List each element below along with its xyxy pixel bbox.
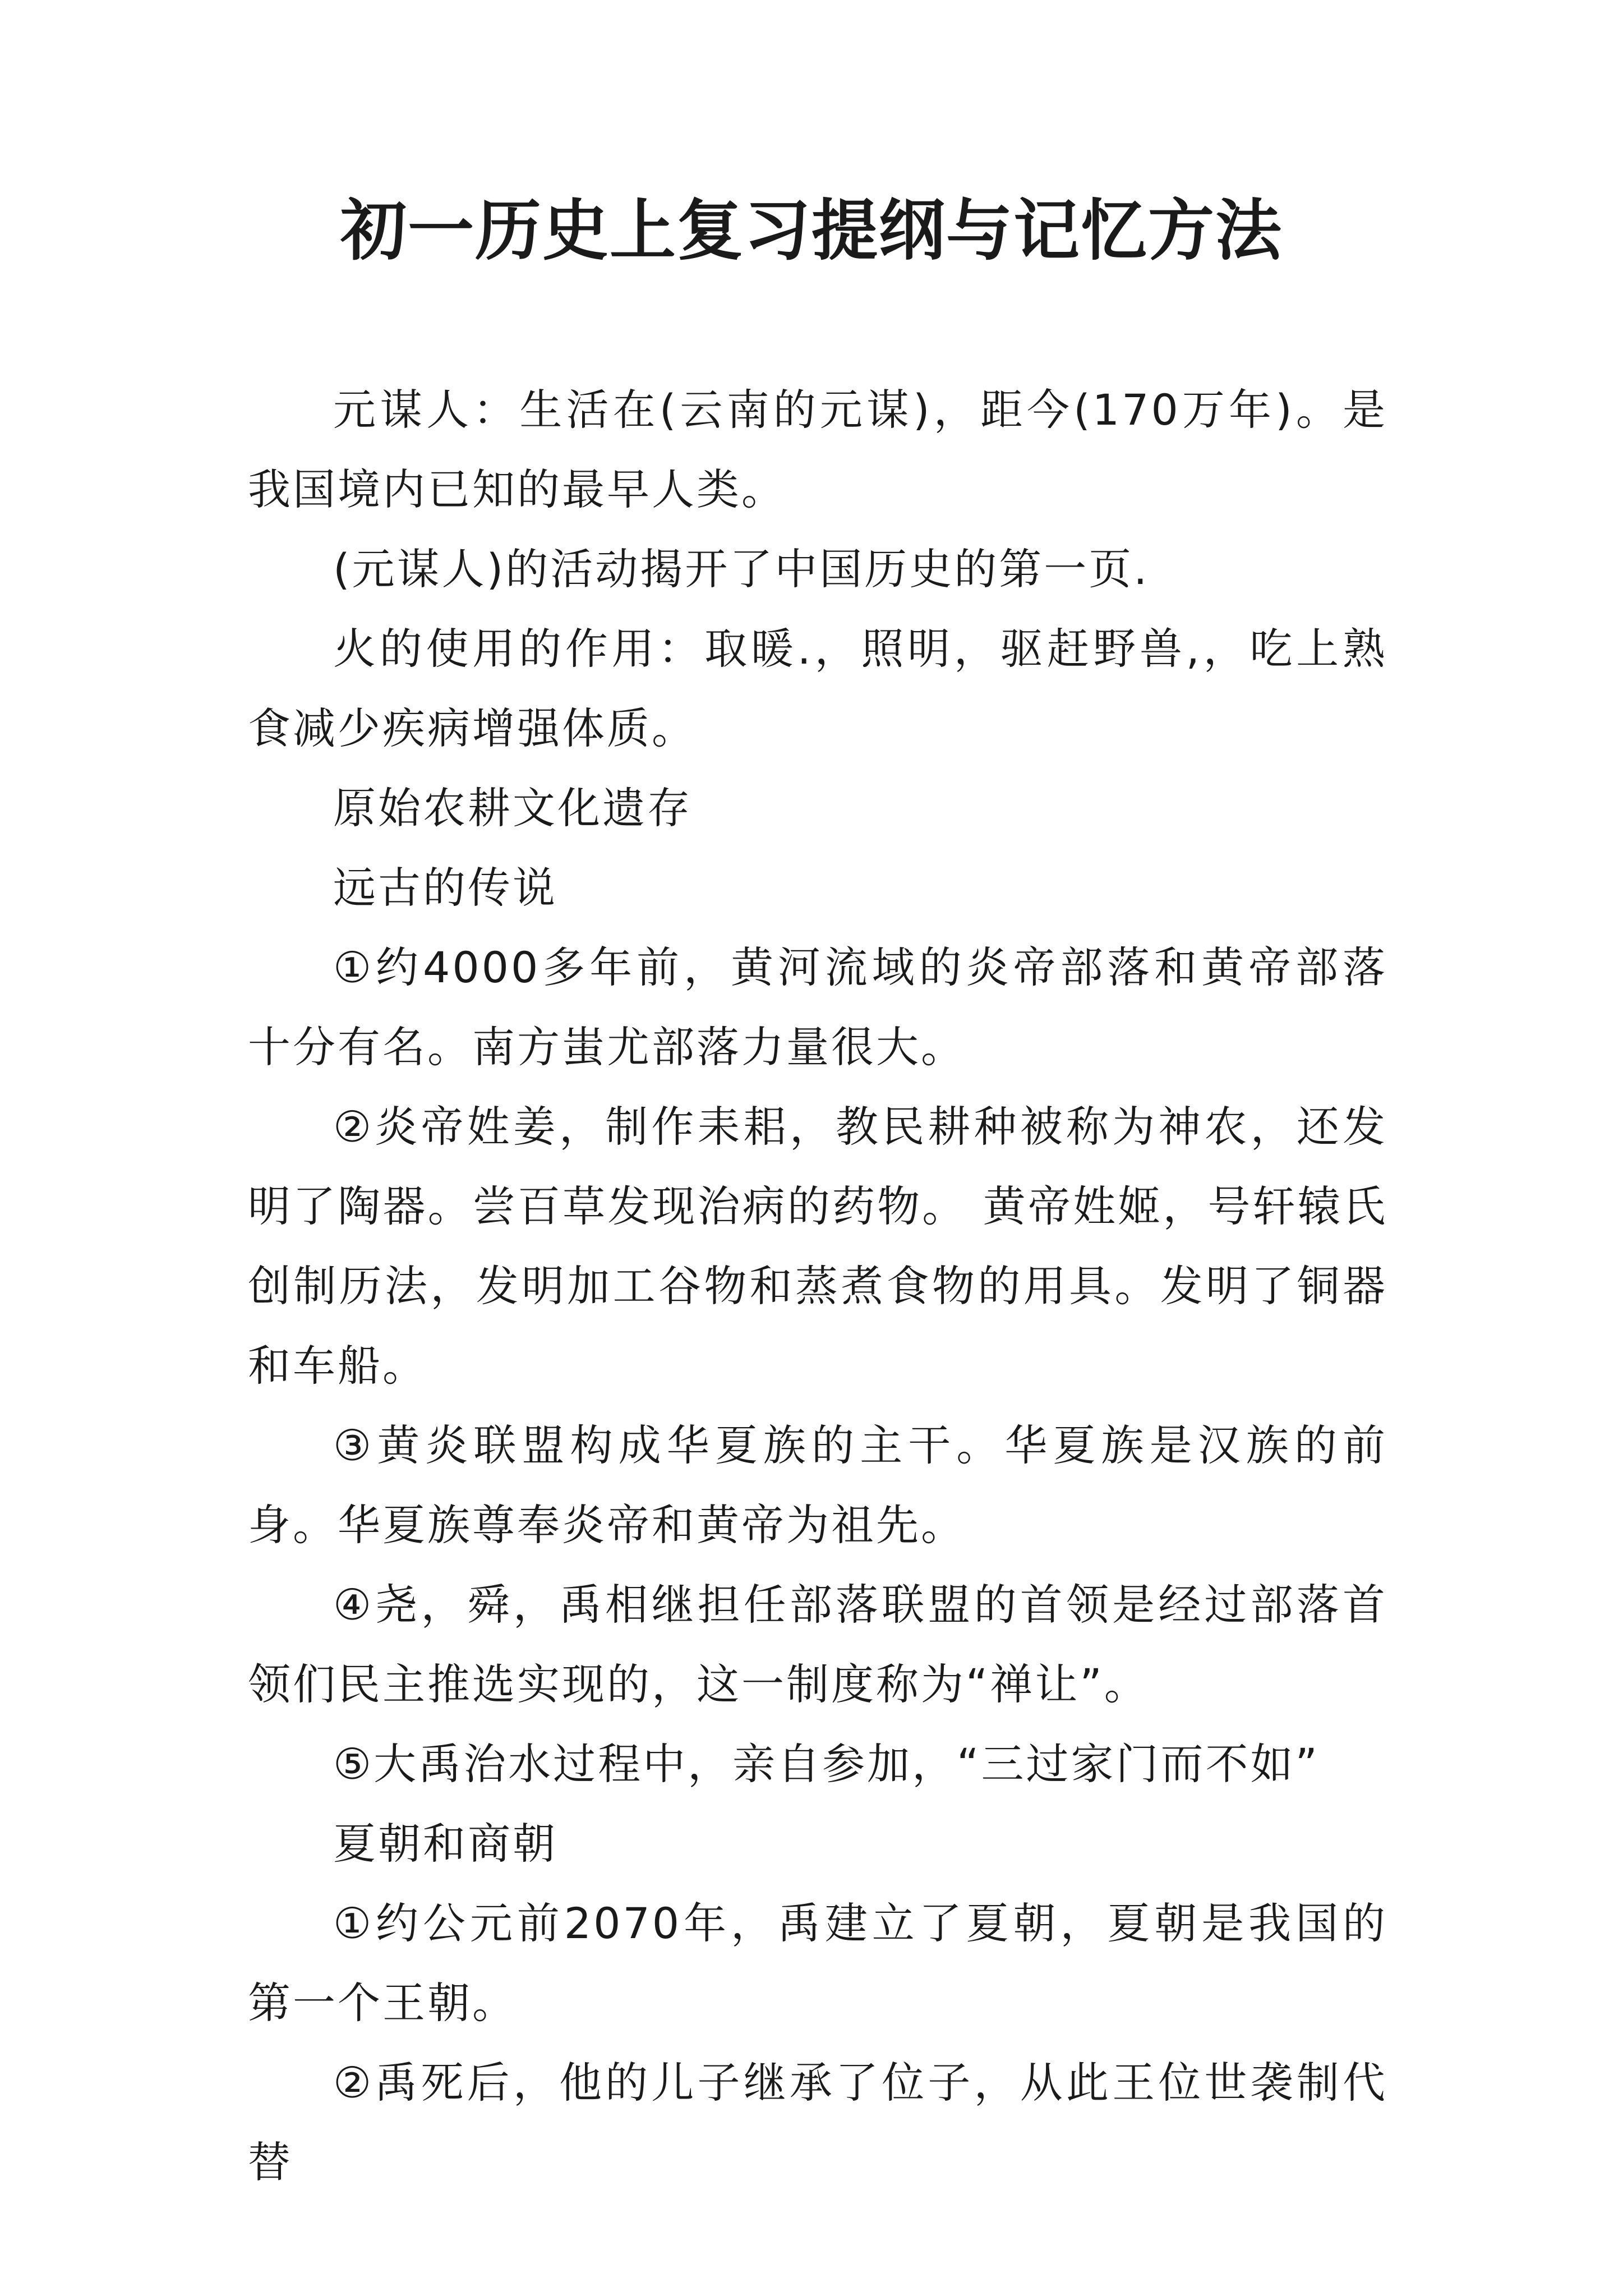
paragraph-legend-4: ④尧，舜，禹相继担任部落联盟的首领是经过部落首领们民主推选实现的，这一制度称为“禅让”。 xyxy=(248,1580,1387,1709)
paragraph-xia-2: ②禹死后，他的儿子继承了位子，从此王位世袭制代替 xyxy=(248,2058,1387,2187)
section-heading-ancient-legends: 远古的传说 xyxy=(333,863,557,913)
paragraph-first-page-of-history: (元谋人)的活动揭开了中国历史的第一页. xyxy=(333,544,1150,594)
section-heading-xia-shang: 夏朝和商朝 xyxy=(333,1819,557,1869)
paragraph-legend-1: ①约4000多年前，黄河流域的炎帝部落和黄帝部落十分有名。南方蚩尤部落力量很大。 xyxy=(248,942,1387,1072)
paragraph-legend-2: ②炎帝姓姜，制作耒耜，教民耕种被称为神农，还发明了陶器。尝百草发现治病的药物。 黄帝姓姬，号轩辕氏创制历法，发明加工谷物和蒸煮食物的用具。发明了铜器和车船。 xyxy=(248,1102,1387,1391)
paragraph-xia-1: ①约公元前2070年，禹建立了夏朝，夏朝是我国的第一个王朝。 xyxy=(248,1898,1387,2028)
paragraph-legend-3: ③黄炎联盟构成华夏族的主干。华夏族是汉族的前身。华夏族尊奉炎帝和黄帝为祖先。 xyxy=(248,1420,1387,1550)
document-title: 初一历史上复习提纲与记忆方法 xyxy=(340,191,1283,269)
section-heading-farming-culture: 原始农耕文化遗存 xyxy=(333,783,692,833)
paragraph-use-of-fire: 火的使用的作用：取暖.，照明，驱赶野兽,，吃上熟食减少疾病增强体质。 xyxy=(248,624,1387,753)
paragraph-legend-5: ⑤大禹治水过程中，亲自参加，“三过家门而不如” xyxy=(333,1739,1320,1789)
paragraph-yuanmou-man: 元谋人：生活在(云南的元谋)，距今(170万年)。是我国境内已知的最早人类。 xyxy=(248,385,1387,514)
document-body xyxy=(248,370,1387,2202)
